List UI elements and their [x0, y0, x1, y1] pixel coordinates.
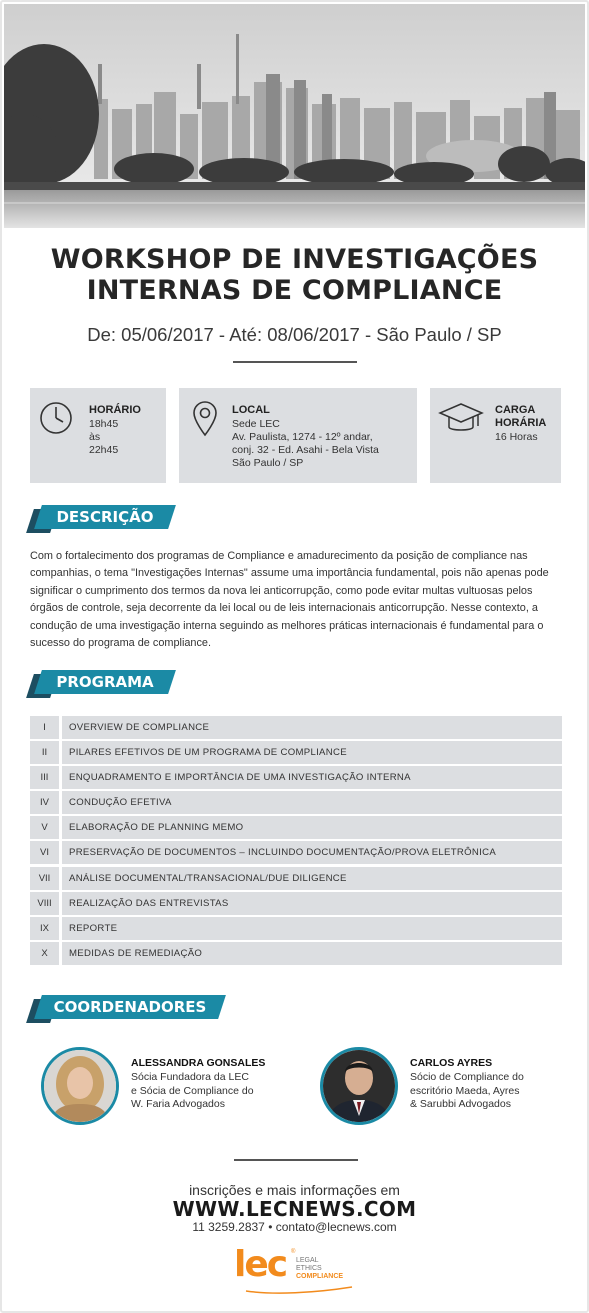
info-box-horario	[30, 388, 166, 483]
page-title	[2, 244, 587, 306]
program-list	[30, 716, 562, 967]
horario-label: HORÁRIO	[89, 404, 141, 416]
title-line-2: INTERNAS DE COMPLIANCE	[86, 275, 503, 306]
divider-bottom	[234, 1159, 358, 1161]
location-pin-icon	[192, 401, 218, 442]
info-box-local	[179, 388, 417, 483]
list-item: VI PRESERVAÇÃO DE DOCUMENTOS – INCLUINDO DOCUMENTAÇÃO/PROVA ELETRÔNICA	[30, 841, 562, 864]
local-label: LOCAL	[232, 404, 270, 416]
divider-top	[233, 361, 357, 363]
list-item: IX REPORTE	[30, 917, 562, 940]
info-box-carga	[430, 388, 561, 483]
list-item: II PILARES EFETIVOS DE UM PROGRAMA DE COMPLIANCE	[30, 741, 562, 764]
contact-info[interactable]: 11 3259.2837 • contato@lecnews.com	[192, 1220, 397, 1234]
horario-lines: 18h45 às 22h45	[89, 418, 119, 456]
logo-swoosh-icon	[244, 1285, 354, 1295]
list-item: VII ANÁLISE DOCUMENTAL/TRANSACIONAL/DUE DILIGENCE	[30, 867, 562, 890]
coordinator-name: CARLOS AYRES	[410, 1057, 493, 1069]
avatar	[320, 1047, 398, 1125]
coordinator-role: Sócio de Compliance do escritório Maeda, Ayres & Sarubbi Advogados	[410, 1071, 524, 1110]
graduation-cap-icon	[438, 402, 484, 439]
inscricoes-text: inscrições e mais informações em	[189, 1182, 400, 1198]
coordinator-role: Sócia Fundadora da LEC e Sócia de Compliance do W. Faria Advogados	[131, 1071, 254, 1110]
list-item: IV CONDUÇÃO EFETIVA	[30, 791, 562, 814]
title-line-1: WORKSHOP DE INVESTIGAÇÕES	[50, 244, 539, 275]
local-lines: Sede LEC Av. Paulista, 1274 - 12º andar, conj. 32 - Ed. Asahi - Bela Vista São Paulo / SP	[232, 418, 379, 469]
avatar	[41, 1047, 119, 1125]
list-item: VIII REALIZAÇÃO DAS ENTREVISTAS	[30, 892, 562, 915]
event-dates: De: 05/06/2017 - Até: 08/06/2017 - São Paulo / SP	[87, 324, 502, 345]
flyer: WORKSHOP DE INVESTIGAÇÕES INTERNAS DE COMPLIANCE De: 05/06/2017 - Até: 08/06/2017 - São Paulo / SP HORÁRIO 18h45 às 22h45 LOCAL Sede LEC Av. Paulista, 1274 - 12º andar, conj. 32 - Ed. Asahi - Bela Vista São Paulo / SP CARGA HORÁRIA 16 Horas DESCRIÇÃO Com o fortalecimento dos programas de Compliance e amadurecimento da posição de compliance nas companhias, o tema "Investigações Internas" assume uma importância fundamental, pois não apenas pode significar o cumprimento dos termos da nova lei anticorrupção, como pode evitar multas vultuosas pelos órgãos de controle, seja decorrente da lei local ou de leis internacionais anticorrupção. Nesse contexto, a condução de uma investigação interna seguindo as melhores práticas internacionais é fundamental para o sucesso do programa de compliance. PROGRAMA I OVERVIEW DE COMPLIANCE II PILARES EFETIVOS DE UM PROGRAMA DE COMPLIANCE III ENQUADRAMENTO E IMPORTÂNCIA DE UMA INVESTIGAÇÃO INTERNA IV CONDUÇÃO EFETIVA V ELABORAÇÃO DE PLANNING MEMO VI PRESERVAÇÃO DE DOCUMENTOS – INCLUINDO DOCUMENTAÇÃO/PROVA ELETRÔNICA VII ANÁLISE DOCUMENTAL/TRANSACIONAL/DUE DILIGENCE VIII REALIZAÇÃO DAS ENTREVISTAS IX REPORTE X MEDIDAS DE REMEDIAÇÃO COORDENADORES ALESSANDRA GONSALES Sócia Fundadora da LEC e Sócia de Compliance do W. Faria Advogados CARLOS AYRES Sócio de Compliance do escritório Maeda, Ayres & Sarubbi Advogados inscrições e mais informações em WWW.LECNEWS.COM 11 3259.2837 • contato@lecnews.com lec ® LEGAL ETHICS COMPLIANCE	[0, 0, 589, 1313]
list-item: V ELABORAÇÃO DE PLANNING MEMO	[30, 816, 562, 839]
clock-icon	[39, 401, 73, 440]
website-link[interactable]: WWW.LECNEWS.COM	[172, 1197, 417, 1221]
hero-skyline-image	[4, 4, 585, 228]
list-item: X MEDIDAS DE REMEDIAÇÃO	[30, 942, 562, 965]
list-item: III ENQUADRAMENTO E IMPORTÂNCIA DE UMA INVESTIGAÇÃO INTERNA	[30, 766, 562, 789]
coordinator-name: ALESSANDRA GONSALES	[131, 1057, 266, 1069]
carga-label: CARGA HORÁRIA	[495, 404, 547, 429]
carga-value: 16 Horas	[495, 431, 538, 443]
lec-logo: lec ® LEGAL ETHICS COMPLIANCE	[234, 1245, 364, 1297]
list-item: I OVERVIEW DE COMPLIANCE	[30, 716, 562, 739]
description-text: Com o fortalecimento dos programas de Compliance e amadurecimento da posição de compliance nas companhias, o tema "Investigações Internas" assume uma importância fundamental, pois não apenas pode significar o cumprimento dos termos da nova lei anticorrupção, como pode evitar multas vultuosas pelos órgãos de controle, seja decorrente da lei local ou de leis internacionais anticorrupção. Nesse contexto, a condução de uma investigação interna seguindo as melhores práticas internacionais é fundamental para o sucesso do programa de compliance.	[30, 550, 549, 650]
